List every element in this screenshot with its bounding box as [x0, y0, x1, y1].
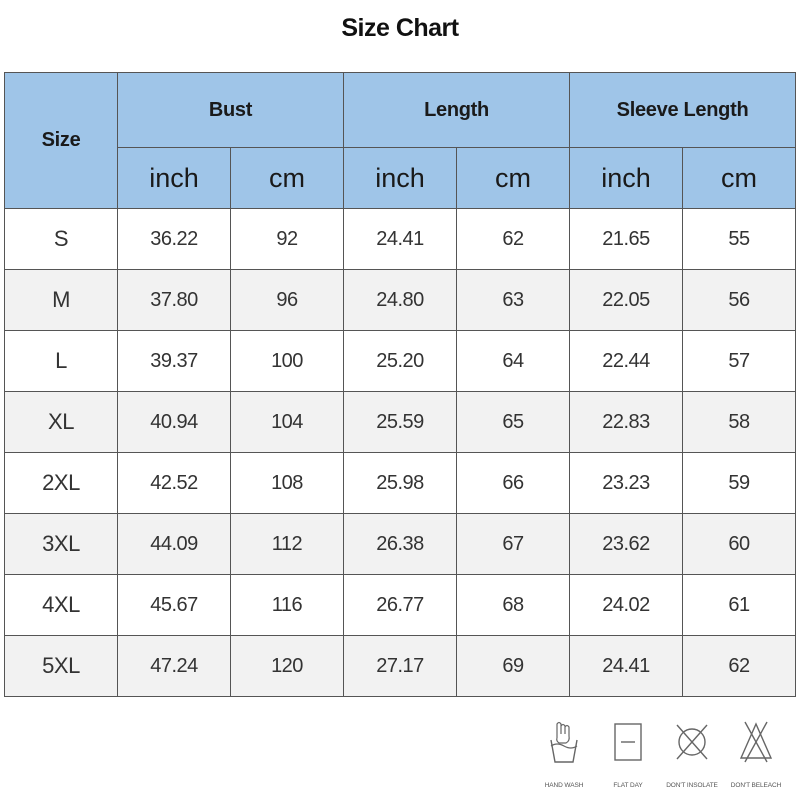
size-cell: 3XL [5, 514, 118, 575]
size-column-header: Size [5, 73, 118, 209]
care-label: DON'T BELEACH [730, 782, 782, 789]
table-cell: 62 [457, 209, 570, 270]
care-label: HAND WASH [544, 782, 584, 789]
table-cell: 21.65 [570, 209, 683, 270]
size-cell: 2XL [5, 453, 118, 514]
table-cell: 59 [683, 453, 796, 514]
unit-header: inch [344, 148, 457, 209]
table-cell: 24.41 [344, 209, 457, 270]
table-row [5, 392, 796, 453]
table-cell: 62 [683, 636, 796, 697]
table-cell: 68 [457, 575, 570, 636]
size-chart-table [4, 72, 796, 697]
table-cell: 55 [683, 209, 796, 270]
table-cell: 24.02 [570, 575, 683, 636]
length-group-header: Length [344, 73, 570, 148]
hand-wash-icon [545, 716, 583, 768]
unit-header: cm [457, 148, 570, 209]
group-header-row [5, 73, 796, 148]
table-cell: 40.94 [118, 392, 231, 453]
size-cell: L [5, 331, 118, 392]
table-cell: 25.98 [344, 453, 457, 514]
table-cell: 37.80 [118, 270, 231, 331]
size-cell: XL [5, 392, 118, 453]
table-cell: 61 [683, 575, 796, 636]
table-cell: 26.38 [344, 514, 457, 575]
size-cell: S [5, 209, 118, 270]
table-cell: 100 [231, 331, 344, 392]
table-cell: 39.37 [118, 331, 231, 392]
table-cell: 22.83 [570, 392, 683, 453]
unit-header: inch [118, 148, 231, 209]
table-cell: 57 [683, 331, 796, 392]
table-cell: 69 [457, 636, 570, 697]
table-cell: 45.67 [118, 575, 231, 636]
care-item-do-not-tumble-dry [662, 716, 722, 789]
table-cell: 25.59 [344, 392, 457, 453]
table-cell: 23.62 [570, 514, 683, 575]
flat-dry-icon [609, 716, 647, 768]
table-cell: 112 [231, 514, 344, 575]
table-cell: 44.09 [118, 514, 231, 575]
table-cell: 22.05 [570, 270, 683, 331]
care-item-do-not-bleach [726, 716, 786, 789]
table-cell: 58 [683, 392, 796, 453]
size-cell: M [5, 270, 118, 331]
table-cell: 22.44 [570, 331, 683, 392]
table-cell: 24.41 [570, 636, 683, 697]
table-cell: 96 [231, 270, 344, 331]
do-not-bleach-icon [737, 716, 775, 768]
table-row [5, 209, 796, 270]
table-row [5, 453, 796, 514]
table-row [5, 514, 796, 575]
care-item-flat-dry [598, 716, 658, 789]
table-row [5, 636, 796, 697]
table-cell: 92 [231, 209, 344, 270]
size-cell: 5XL [5, 636, 118, 697]
do-not-tumble-dry-icon [673, 716, 711, 768]
care-label: FLAT DAY [613, 782, 643, 789]
table-cell: 116 [231, 575, 344, 636]
table-cell: 26.77 [344, 575, 457, 636]
table-cell: 23.23 [570, 453, 683, 514]
table-cell: 67 [457, 514, 570, 575]
sleeve-length-group-header: Sleeve Length [570, 73, 796, 148]
table-cell: 56 [683, 270, 796, 331]
unit-header-row [5, 148, 796, 209]
table-cell: 104 [231, 392, 344, 453]
table-cell: 36.22 [118, 209, 231, 270]
unit-header: inch [570, 148, 683, 209]
table-row [5, 270, 796, 331]
table-cell: 47.24 [118, 636, 231, 697]
unit-header: cm [683, 148, 796, 209]
table-cell: 120 [231, 636, 344, 697]
table-cell: 63 [457, 270, 570, 331]
care-instructions [534, 716, 786, 789]
table-cell: 64 [457, 331, 570, 392]
table-row [5, 575, 796, 636]
care-label: DON'T INSOLATE [666, 782, 718, 789]
table-row [5, 331, 796, 392]
page-title: Size Chart [341, 14, 459, 42]
table-cell: 108 [231, 453, 344, 514]
table-cell: 27.17 [344, 636, 457, 697]
table-cell: 42.52 [118, 453, 231, 514]
bust-group-header: Bust [118, 73, 344, 148]
table-cell: 24.80 [344, 270, 457, 331]
unit-header: cm [231, 148, 344, 209]
care-item-hand-wash [534, 716, 594, 789]
table-cell: 25.20 [344, 331, 457, 392]
size-cell: 4XL [5, 575, 118, 636]
table-cell: 66 [457, 453, 570, 514]
table-cell: 60 [683, 514, 796, 575]
table-cell: 65 [457, 392, 570, 453]
